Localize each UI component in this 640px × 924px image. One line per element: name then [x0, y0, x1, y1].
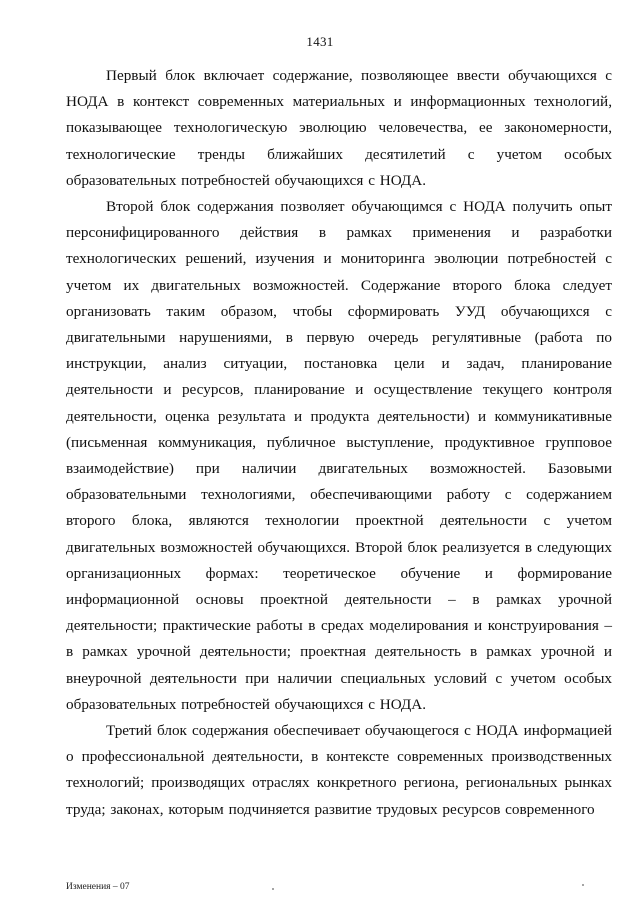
- paragraph-third-block: Третий блок содержания обеспечивает обучающегося с НОДА информацией о профессиональной деятельности, в контексте современных производственных технологий; производящих отраслях конкретного региона, региональных рынках труда; законах, которым подчиняется развитие трудовых ресурсов современного: [66, 722, 612, 818]
- footer-revision-note: Изменения – 07: [66, 882, 130, 892]
- page-number: 1431: [306, 34, 334, 49]
- scan-speck: [272, 888, 274, 890]
- paragraph-second-block: Второй блок содержания позволяет обучающимся с НОДА получить опыт персонифицированного действия в рамках применения и разработки технологических решений, изучения и мониторинга эволюции потребностей с учетом их двигательных возможностей. Содержание второго блока следует организовать таким образом, чтобы сформировать УУД обучающихся с двигательными нарушениями, в первую очередь регулятивные (работа по инструкции, анализ ситуации, постановка цели и задач, планирование деятельности и ресурсов, планирование и осуществление текущего контроля деятельности, оценка результата и продукта деятельности) и коммуникативные (письменная коммуникация, публичное выступление, продуктивное групповое взаимодействие) при наличии двигательных возможностей. Базовыми образовательными технологиями, обеспечивающими работу с содержанием второго блока, являются технологии проектной деятельности с учетом двигательных возможностей обучающихся. Второй блок реализуется в следующих организационных формах: теоретическое обучение и формирование информационной основы проектной деятельности – в рамках урочной деятельности; практические работы в средах моделирования и конструирования – в рамках урочной деятельности; проектная деятельность в рамках урочной и внеурочной деятельности при наличии специальных условий с учетом особых образовательных потребностей обучающихся с НОДА.: [66, 198, 612, 713]
- scan-speck: [582, 884, 584, 886]
- paragraph-first-block: Первый блок включает содержание, позволяющее ввести обучающихся с НОДА в контекст современных материальных и информационных технологий, показывающее технологическую эволюцию человечества, ее закономерности, технологические тренды ближайших десятилетий с учетом особых образовательных потребностей обучающихся с НОДА.: [66, 67, 612, 189]
- document-body: [66, 63, 612, 823]
